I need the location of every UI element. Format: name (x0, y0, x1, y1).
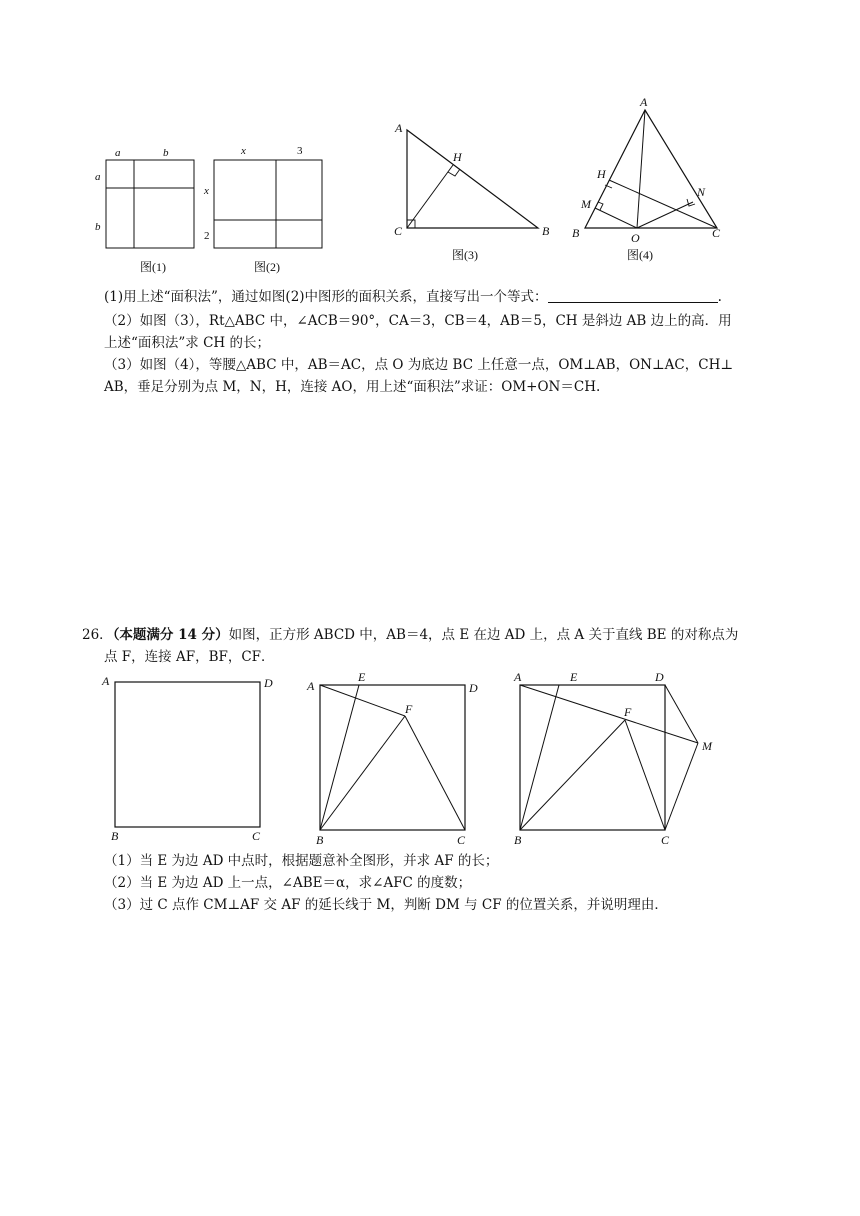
figure-4-caption: 图(4) (627, 248, 653, 262)
point-C: C (457, 833, 466, 847)
q25-part1-end: . (717, 289, 722, 305)
point-N: N (697, 185, 706, 199)
figure-1-diagram (90, 140, 200, 275)
label-a-top: a (115, 147, 121, 159)
point-M: M (702, 739, 712, 753)
point-B: B (514, 833, 522, 847)
point-C: C (661, 833, 670, 847)
figure-2 (200, 140, 330, 275)
figure-3-diagram (390, 115, 560, 270)
q26-stem-line2: 点 F，连接 AF，BF，CF． (104, 649, 275, 665)
q26-part3: （3）过 C 点作 CM⊥AF 交 AF 的延长线于 M，判断 DM 与 CF 的位置关系，并说明理由． (104, 897, 668, 913)
figure-4 (565, 92, 745, 272)
q25-part1 (104, 286, 784, 308)
q25-part3-line1: （3）如图（4），等腰△ABC 中，AB＝AC，点 O 为底边 BC 上任意一点，OM⊥AB，ON⊥AC，CH⊥ (104, 357, 734, 373)
point-A: A (307, 679, 315, 693)
point-B: B (572, 226, 580, 240)
point-B: B (111, 829, 119, 843)
q25-part2-line1: （2）如图（3），Rt△ABC 中，∠ACB＝90°，CA＝3，CB＝4，AB＝5，CH 是斜边 AB 边上的高．用 (104, 313, 732, 329)
figure-3-caption: 图(3) (452, 248, 478, 262)
figure-4-diagram (565, 92, 745, 272)
answer-blank (548, 288, 718, 303)
figure-1 (90, 140, 200, 275)
q26-figure-b (305, 670, 495, 850)
point-B: B (316, 833, 324, 847)
q26-figure-a-diagram (100, 672, 280, 847)
figure-1-caption: 图(1) (140, 260, 166, 274)
figure-3 (390, 115, 560, 270)
q26-part1: （1）当 E 为边 AD 中点时，根据题意补全图形，并求 AF 的长； (104, 853, 499, 869)
point-M: M (581, 197, 591, 211)
q25-part3-line2: AB，垂足分别为点 M，N，H，连接 AO，用上述“面积法”求证：OM+ON＝CH. (104, 379, 601, 395)
label-2-left: 2 (204, 230, 210, 242)
q26-stem-text: 如图，正方形 ABCD 中，AB＝4，点 E 在边 AD 上，点 A 关于直线 BE 的对称点为 (228, 627, 739, 643)
q25-part1-text: (1)用上述“面积法”，通过如图(2)中图形的面积关系，直接写出一个等式： (104, 289, 548, 305)
point-C: C (712, 226, 721, 240)
label-b-top: b (163, 147, 169, 159)
label-3-top: 3 (297, 145, 303, 157)
q26-number: 26． (82, 627, 113, 643)
point-F: F (405, 702, 413, 716)
point-H: H (597, 167, 606, 181)
label-x-top: x (241, 145, 246, 157)
point-H: H (453, 150, 462, 164)
point-E: E (358, 670, 366, 684)
point-A: A (514, 670, 522, 684)
point-F: F (624, 705, 632, 719)
figure-2-caption: 图(2) (254, 260, 280, 274)
point-A: A (395, 121, 403, 135)
q26-stem-line1 (82, 624, 738, 646)
figure-2-diagram (200, 140, 330, 275)
q26-part2: （2）当 E 为边 AD 上一点，∠ABE＝α，求∠AFC 的度数； (104, 875, 472, 891)
point-C: C (252, 829, 261, 843)
q26-score: （本题满分 14 分） (112, 627, 229, 643)
point-D: D (655, 670, 664, 684)
point-O: O (631, 231, 640, 245)
q26-figure-b-diagram (305, 670, 495, 850)
point-B: B (542, 224, 550, 238)
label-x-left: x (204, 185, 209, 197)
q26-figure-c (505, 670, 725, 850)
point-E: E (570, 670, 578, 684)
label-a-left: a (95, 171, 101, 183)
point-A: A (102, 674, 110, 688)
q26-figure-a (100, 672, 280, 847)
q26-figure-c-diagram (505, 670, 725, 850)
label-b-left: b (95, 221, 101, 233)
point-A: A (640, 95, 648, 109)
point-D: D (264, 676, 273, 690)
point-D: D (469, 681, 478, 695)
point-C: C (394, 224, 403, 238)
q25-part2-line2: 上述“面积法”求 CH 的长； (104, 335, 270, 351)
